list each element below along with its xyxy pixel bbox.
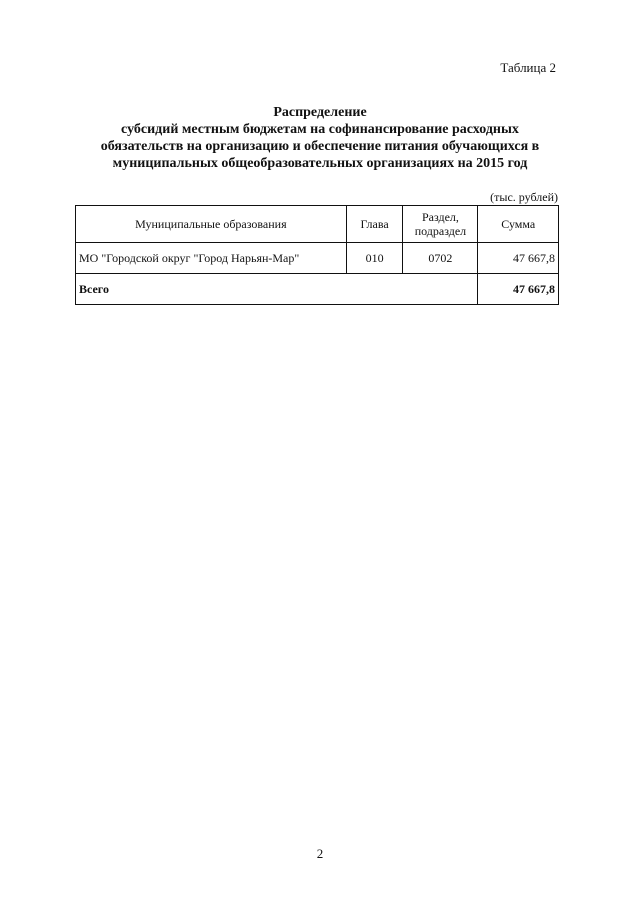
header-section-line-2: подраздел [414, 224, 467, 238]
subsidy-table [75, 205, 559, 305]
table-header-row [76, 206, 559, 243]
total-amount: 47 667,8 [478, 274, 559, 305]
title-line-1: Распределение [273, 105, 367, 120]
title-line-4: муниципальных общеобразовательных организациях на 2015 год [112, 156, 528, 171]
page-number: 2 [316, 846, 324, 861]
table-number-label: Таблица 2 [500, 60, 556, 75]
total-label: Всего [76, 274, 478, 305]
header-amount: Сумма [478, 206, 559, 243]
title-line-2: субсидий местным бюджетам на софинансирование расходных [121, 122, 519, 137]
table-total-row [76, 274, 559, 305]
table-row [76, 243, 559, 274]
units-label: (тыс. рублей) [490, 190, 558, 204]
cell-chapter: 010 [346, 243, 403, 274]
cell-amount: 47 667,8 [478, 243, 559, 274]
header-section [403, 206, 478, 243]
header-municipality: Муниципальные образования [76, 206, 347, 243]
document-title [70, 104, 570, 172]
header-section-line-1: Раздел, [421, 210, 459, 224]
title-line-3: обязательств на организацию и обеспечение питания обучающихся в [100, 139, 540, 154]
cell-municipality: МО "Городской округ "Город Нарьян-Мар" [76, 243, 347, 274]
header-chapter: Глава [346, 206, 403, 243]
cell-section: 0702 [403, 243, 478, 274]
